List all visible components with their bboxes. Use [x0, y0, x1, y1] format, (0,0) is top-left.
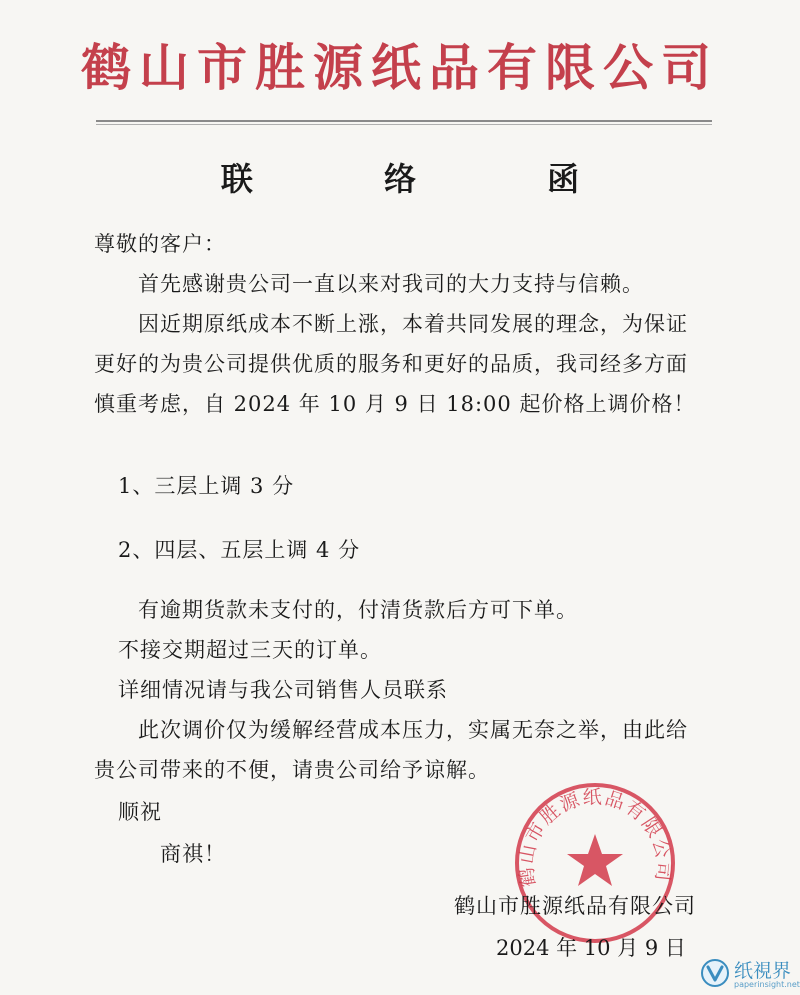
watermark-brand: 纸視界 — [734, 960, 792, 982]
body-line-4: 慎重考虑，自 2024 年 10 月 9 日 18:00 起价格上调价格！ — [94, 392, 696, 416]
company-letterhead: 鹤山市胜源纸品有限公司 — [81, 38, 719, 97]
watermark-logo-icon — [700, 958, 730, 988]
closing-regards: 商祺！ — [160, 842, 226, 866]
closing-wish: 顺祝 — [118, 800, 162, 824]
salutation: 尊敬的客户： — [94, 232, 226, 256]
price-item-2: 2、四层、五层上调 4 分 — [118, 538, 361, 562]
seal-text: 鹤山市胜源纸品有限公司 — [515, 786, 675, 889]
body-line-1: 首先感谢贵公司一直以来对我司的大力支持与信赖。 — [138, 272, 644, 296]
note-line-1: 有逾期货款未支付的，付清货款后方可下单。 — [138, 598, 578, 622]
seal-star-icon — [567, 834, 623, 886]
note-line-2: 不接交期超过三天的订单。 — [118, 638, 382, 662]
note-line-4: 此次调价仅为缓解经营成本压力，实属无奈之举，由此给 — [138, 718, 688, 742]
watermark-url: paperinsight.net — [734, 980, 800, 989]
watermark — [700, 956, 800, 992]
note-line-5: 贵公司带来的不便，请贵公司给予谅解。 — [94, 758, 490, 782]
letterhead-divider — [96, 120, 712, 125]
body-line-2: 因近期原纸成本不断上涨，本着共同发展的理念，为保证 — [138, 312, 688, 336]
signature-date: 2024 年 10 月 9 日 — [496, 936, 686, 960]
note-line-3: 详细情况请与我公司销售人员联系 — [118, 678, 448, 702]
letter-title: 联 络 函 — [220, 160, 640, 198]
signature-company: 鹤山市胜源纸品有限公司 — [454, 894, 696, 918]
company-seal-stamp — [510, 778, 680, 948]
body-line-3: 更好的为贵公司提供优质的服务和更好的品质，我司经多方面 — [94, 352, 688, 376]
price-item-1: 1、三层上调 3 分 — [118, 474, 295, 498]
